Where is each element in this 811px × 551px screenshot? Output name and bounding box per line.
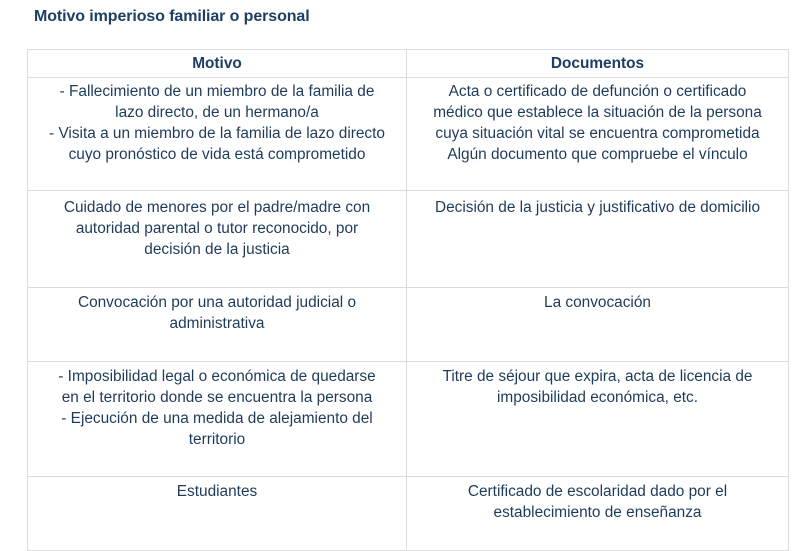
- table-row: [28, 477, 789, 551]
- table-row: [28, 362, 789, 477]
- cell-motivo: [28, 288, 407, 362]
- cell-line: lazo directo, de un hermano/a: [115, 104, 319, 121]
- documents-table: [27, 49, 789, 551]
- cell-line: establecimiento de enseñanza: [493, 504, 702, 521]
- page-title: Motivo imperioso familiar o personal: [34, 8, 310, 25]
- cell-line: Algún documento que compruebe el vínculo: [447, 146, 748, 163]
- cell-documentos: [407, 288, 789, 362]
- cell-line: - Fallecimiento de un miembro de la familia de: [59, 83, 375, 100]
- cell-line: Cuidado de menores por el padre/madre con: [63, 199, 371, 216]
- cell-documentos: [407, 191, 789, 288]
- cell-line: médico que establece la situación de la persona: [433, 104, 762, 121]
- cell-line: administrativa: [169, 315, 265, 332]
- cell-line: Titre de séjour que expira, acta de licencia de: [442, 368, 753, 385]
- cell-motivo: [28, 191, 407, 288]
- cell-motivo: [28, 362, 407, 477]
- cell-line: - Imposibilidad legal o económica de quedarse: [58, 368, 376, 385]
- cell-line: Estudiantes: [176, 483, 258, 500]
- cell-line: cuya situación vital se encuentra comprometida: [435, 125, 760, 142]
- table-row: [28, 191, 789, 288]
- cell-line: Convocación por una autoridad judicial o: [77, 294, 357, 311]
- cell-line: decisión de la justicia: [144, 241, 290, 258]
- cell-line: Decisión de la justicia y justificativo de domicilio: [434, 199, 761, 216]
- table-row: [28, 288, 789, 362]
- cell-line: La convocación: [544, 294, 651, 311]
- cell-line: imposibilidad económica, etc.: [496, 389, 699, 406]
- cell-line: autoridad parental o tutor reconocido, por: [75, 220, 359, 237]
- cell-line: en el territorio donde se encuentra la persona: [61, 389, 373, 406]
- cell-line: territorio: [188, 431, 246, 448]
- cell-line: Certificado de escolaridad dado por el: [467, 483, 728, 500]
- cell-line: Acta o certificado de defunción o certificado: [448, 83, 747, 100]
- table-header-row: [28, 50, 789, 78]
- header-documentos: Documentos: [407, 50, 789, 78]
- cell-documentos: [407, 362, 789, 477]
- cell-documentos: [407, 78, 789, 191]
- cell-motivo: [28, 78, 407, 191]
- cell-line: cuyo pronóstico de vida está comprometido: [68, 146, 366, 163]
- header-motivo: Motivo: [28, 50, 407, 78]
- cell-motivo: [28, 477, 407, 551]
- table-row: [28, 78, 789, 191]
- cell-line: - Ejecución de una medida de alejamiento del: [61, 410, 373, 427]
- cell-documentos: [407, 477, 789, 551]
- cell-line: - Visita a un miembro de la familia de lazo directo: [49, 125, 385, 142]
